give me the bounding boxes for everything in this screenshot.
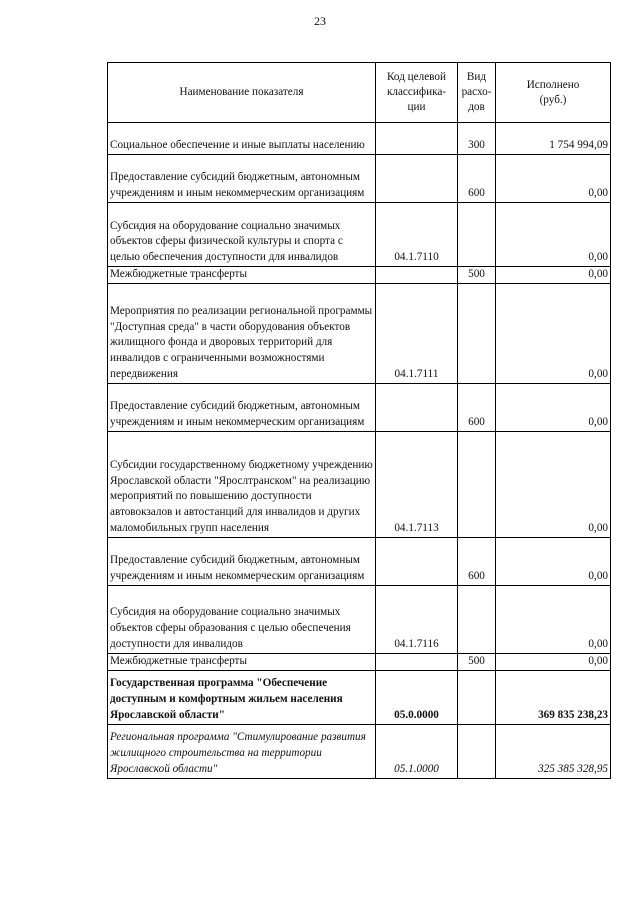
row-name: Межбюджетные трансферты [108, 653, 376, 670]
row-kind [458, 724, 496, 778]
row-sum: 325 385 328,95 [496, 724, 611, 778]
row-code: 04.1.7113 [376, 431, 458, 537]
row-kind: 600 [458, 383, 496, 431]
row-sum: 0,00 [496, 155, 611, 203]
header-kind: Вид расхо- дов [458, 63, 496, 123]
row-code: 04.1.7110 [376, 203, 458, 267]
table-row-subprogram [108, 724, 611, 778]
table-row [108, 123, 611, 155]
table-row [108, 585, 611, 653]
row-name: Региональная программа "Стимулирование развития жилищного строительства на территории Ярославской области" [108, 724, 376, 778]
table-row [108, 283, 611, 383]
table-row [108, 383, 611, 431]
header-sum: Исполнено (руб.) [496, 63, 611, 123]
row-code: 05.1.0000 [376, 724, 458, 778]
row-kind: 300 [458, 123, 496, 155]
row-kind: 500 [458, 653, 496, 670]
row-kind [458, 670, 496, 724]
row-code [376, 537, 458, 585]
row-code [376, 383, 458, 431]
row-kind: 600 [458, 155, 496, 203]
table-row [108, 203, 611, 267]
row-sum: 1 754 994,09 [496, 123, 611, 155]
row-name: Предоставление субсидий бюджетным, автономным учреждениям и иным некоммерческим организациям [108, 537, 376, 585]
table-row [108, 267, 611, 284]
row-sum: 0,00 [496, 585, 611, 653]
row-name: Межбюджетные трансферты [108, 267, 376, 284]
table-row [108, 155, 611, 203]
row-sum: 0,00 [496, 267, 611, 284]
row-sum: 0,00 [496, 537, 611, 585]
row-code: 04.1.7111 [376, 283, 458, 383]
table-header-row [108, 63, 611, 123]
row-code [376, 155, 458, 203]
row-name: Субсидия на оборудование социально значимых объектов сферы физической культуры и спорта с целью обеспечения доступности для инвалидов [108, 203, 376, 267]
row-sum: 0,00 [496, 203, 611, 267]
row-code [376, 267, 458, 284]
header-name: Наименование показателя [108, 63, 376, 123]
page-number: 23 [314, 14, 326, 28]
row-name: Субсидия на оборудование социально значимых объектов сферы образования с целью обеспечения доступности для инвалидов [108, 585, 376, 653]
row-sum: 0,00 [496, 431, 611, 537]
row-name: Мероприятия по реализации региональной программы "Доступная среда" в части оборудования объектов жилищного фонда и дворовых территорий для инвалидов с ограниченными возможностями передвижения [108, 283, 376, 383]
row-code [376, 123, 458, 155]
row-code: 05.0.0000 [376, 670, 458, 724]
table-row [108, 431, 611, 537]
row-sum: 0,00 [496, 383, 611, 431]
row-kind: 500 [458, 267, 496, 284]
row-kind: 600 [458, 537, 496, 585]
row-sum: 369 835 238,23 [496, 670, 611, 724]
row-kind [458, 431, 496, 537]
header-code: Код целевой классифика- ции [376, 63, 458, 123]
row-sum: 0,00 [496, 653, 611, 670]
row-name: Субсидии государственному бюджетному учреждению Ярославской области "Ярослтранском" на реализацию мероприятий по повышению доступности автовокзалов и автостанций для инвалидов и других маломобильных групп населения [108, 431, 376, 537]
row-name: Государственная программа "Обеспечение доступным и комфортным жильем населения Ярославской области" [108, 670, 376, 724]
table-row-program [108, 670, 611, 724]
expenditure-table [107, 62, 611, 779]
row-sum: 0,00 [496, 283, 611, 383]
table-row [108, 653, 611, 670]
row-name: Социальное обеспечение и иные выплаты населению [108, 123, 376, 155]
table-row [108, 537, 611, 585]
row-kind [458, 203, 496, 267]
row-name: Предоставление субсидий бюджетным, автономным учреждениям и иным некоммерческим организациям [108, 383, 376, 431]
row-kind [458, 283, 496, 383]
row-name: Предоставление субсидий бюджетным, автономным учреждениям и иным некоммерческим организациям [108, 155, 376, 203]
row-kind [458, 585, 496, 653]
row-code [376, 653, 458, 670]
row-code: 04.1.7116 [376, 585, 458, 653]
